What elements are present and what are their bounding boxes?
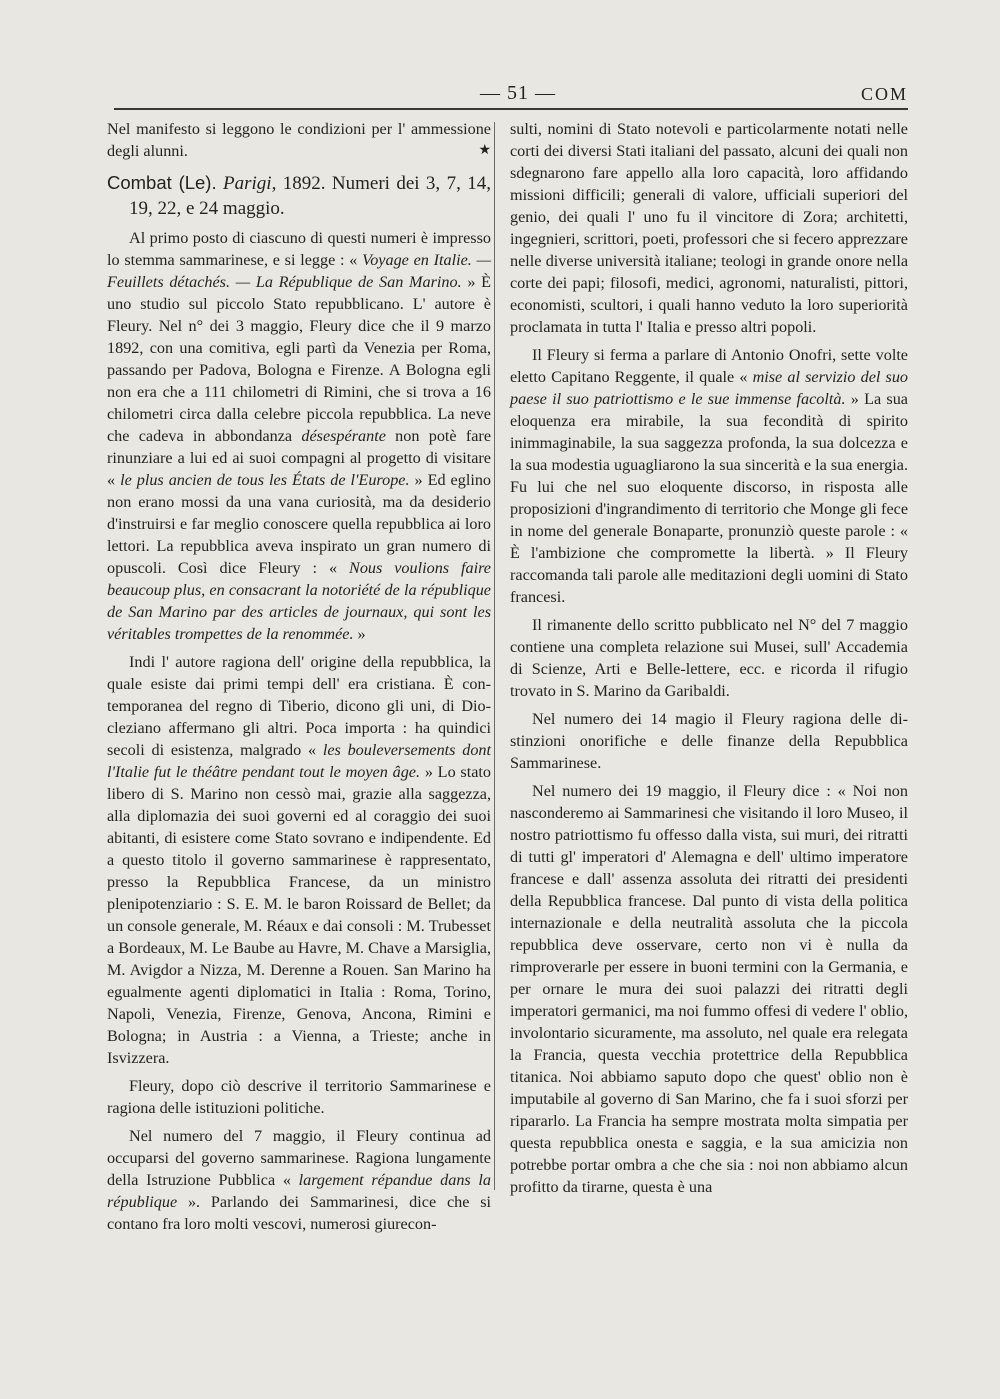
left-column [107, 118, 491, 1241]
intro-paragraph: Nel manifesto si leggono le condizioni per l' ammessione degli alunni. ★ [107, 120, 491, 160]
star-icon: ★ [478, 143, 491, 158]
paragraph: Fleury, dopo ciò descrive il territorio Sammarinese e ragiona delle istituzioni politiche. [107, 1077, 491, 1117]
page-number: — 51 — [480, 82, 556, 104]
paragraph: sulti, nomini di Stato notevoli e particolarmente notati nelle corti dei diversi Stati italiani del passato, alcuni dei quali non sdegnarono fare appello alla loro capacità, loro affidando missioni difficili; generali di valore, ufficiali superiori del genio, dei quali l' uno fu il vincitore di Zora; architetti, ingegnieri, scrittori, poeti, professori che si fecero apprezzare nelle diverse università italiane; teologi in grande onore nella corte dei papi; filosofi, medici, agronomi, naturalisti, pittori, economisti, scultori, i quali hanno veduto la loro superiorità proclamata in tutta l' Italia e presso altri popoli. [510, 120, 908, 336]
page-header [114, 84, 908, 110]
running-head: COM [860, 84, 908, 104]
entry-details: 1892. Numeri dei 3, 7, 14, 19, 22, e 24 maggio. [129, 173, 491, 219]
right-column [510, 118, 908, 1204]
paragraph: Indi l' autore ragiona dell' origine della repubblica, la quale esiste dai primi tempi dell' era cristiana. È contemporanea del regno di Tiberio, dicono gli uni, di Diocleziano affermano gli altri. Poca importa : ha quindici secoli di esistenza, malgrado « les bouleversements dont l'Italie fut le théâtre pendant tout le moyen âge. » Lo stato libero di S. Marino non cessò mai, grazie alla saggezza, alla diplomazia dei suoi governi ed al coraggio dei suoi abitanti, di esistere come Stato sovrano e indipendente. Ed a questo titolo il governo sammarinese è rappresentato, presso la Repubblica Francese, da un ministro plenipotenziario : S. E. M. le baron Roissard de Bellet; da un console generale, M. Réaux e dai consoli : M. Trubesset a Bordeaux, M. Le Baube au Havre, M. Chave a Marsiglia, M. Avigdor a Nizza, M. Derenne a Rouen. San Marino ha egualmente agenti diplomatici in Italia : Roma, Torino, Napoli, Venezia, Firenze, Genova, Ancona, Rimini e Bologna; in Austria : a Vienna, a Trieste; anche in Isvizzera. [107, 653, 492, 1067]
paragraph: Il rimanente dello scritto pubblicato nel N° del 7 maggio contiene una completa relazione sui Musei, sull' Accademia di Scienze, Arti e Belle-lettere, ecc. e ricorda il rifugio trovato in S. Marino da Garibaldi. [510, 616, 908, 700]
paragraph: Nel numero dei 14 magio il Fleury ragiona delle distinzioni onorifiche e delle finanze della Repubblica Sammarinese. [510, 710, 908, 772]
paragraph: Al primo posto di ciascuno di questi numeri è impresso lo stemma sammarinese, e si legge : « Voyage en Italie. — Feuillets détachés. — La République de San Marino. » È uno studio sul piccolo Stato repubblicano. L' autore è Fleury. Nel n° dei 3 maggio, Fleury dice che il 9 marzo 1892, con una comitiva, egli partì da Venezia per Roma, passando per Padova, Bologna e Firenze. A Bologna egli non era che a 111 chilometri di Rimini, che si trova a 16 chilometri circa dalla celebre piccola repubblica. La neve che cadeva in abbondanza désespérante non potè fare rinunziare a lui ed ai suoi compagni al progetto di visitare « le plus ancien de tous les États de l'Europe. » Ed eglino non erano mossi da una vana curiosità, ma da desiderio d'instruirsi e far meglio conoscere quella repubblica ai loro lettori. La repubblica aveva inspirato un gran numero di opuscoli. Così dice Fleury : « Nous voulions faire beaucoup plus, en consacrant la notoriété de la république de San Marino par des articles de journaux, qui sont les véritables trompettes de la renommée. » [107, 229, 492, 643]
paragraph: Nel numero dei 19 maggio, il Fleury dice : « Noi non nasconderemo ai Sammarinesi che visitando il loro Museo, il nostro patriottismo fu offesso dalla vista, sui muri, dei ritratti di tutti gl' imperatori d' Alemagna e dell' ultimo imperatore francese e dall' assenza assoluta dei ritratti dei presidenti della Repubblica francese. Dal punto di vista della politica internazionale e della neutralità assoluta che la piccola repubblica deve osservare, certo non vi è nulla da rimproverarle per essere in buoni termini con la Germania, e per ornare le mura dei suoi palazzi dei ritratti degli imperatori germanici, ma noi fummo offesi di vedere l' oblio, involontario sicuramente, ma assoluto, nel quale era relegata la Francia, questa vecchia protettrice della Repubblica titanica. Noi abbiamo saputo dopo che quest' oblio non è imputabile al governo di San Marino, che fa i suoi sforzi per ripararlo. La Francia ha sempre mostrata molta simpatia per questa repubblica onesta e saggia, e la sua amicizia non potrebbe portar ombra a che che sia : noi non abbiamo alcun profitto da tirarne, questa è una [510, 782, 908, 1196]
entry-place: Parigi, [223, 173, 277, 194]
column-divider [494, 122, 495, 1190]
entry-name: Combat (Le). [107, 172, 217, 193]
paragraph: Nel numero del 7 maggio, il Fleury continua ad occuparsi del governo sammarinese. Ragiona lungamente della Istruzione Pubblica « largement répandue dans la république ». Parlando dei Sammarinesi, dice che si contano fra loro molti vescovi, numerosi giurecon- [107, 1127, 492, 1233]
paragraph: Il Fleury si ferma a parlare di Antonio Onofri, sette volte eletto Capitano Reggente, il quale « mise al servizio del suo paese il suo patriottismo e le sue immense facoltà. » La sua eloquenza era mirabile, la sua fecondità di spirito inimmaginabile, la sua saggezza profonda, la sua dolcezza e la sua modestia uguagliarono la sua sincerità e la sua energia. Fu lui che nel suo eloquente discorso, in risposta alle proposizioni d'ingrandimento di territorio che Monge gli fece in nome del generale Bonaparte, pronunziò queste parole : « È l'ambizione che compromette la libertà. » Il Fleury raccomanda tali parole alle meditazioni degli uomini di Stato francesi. [510, 346, 909, 606]
entry-heading [107, 170, 491, 221]
